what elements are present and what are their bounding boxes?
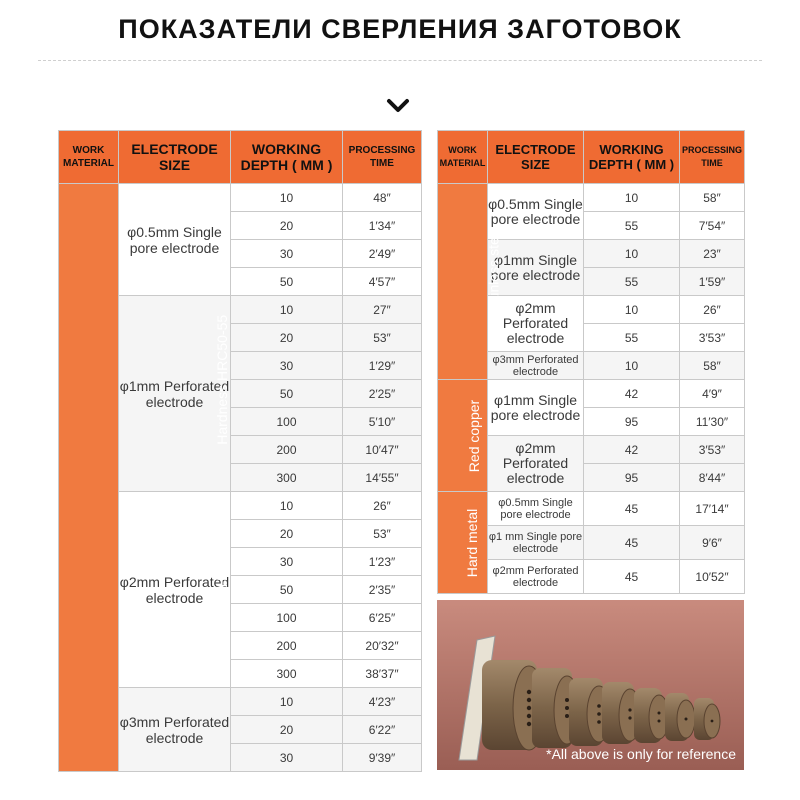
- time-cell: 2′35″: [343, 576, 422, 604]
- time-cell: 20′32″: [343, 632, 422, 660]
- time-cell: 53″: [343, 324, 422, 352]
- electrode-cell: φ1mm Single pore electrode: [488, 380, 584, 436]
- depth-cell: 55: [584, 324, 680, 352]
- depth-cell: 20: [231, 212, 343, 240]
- header-working-depth: WORKING DEPTH ( MM ): [584, 131, 680, 184]
- material-label: 304stainless steel: [485, 225, 502, 338]
- material-cell: [438, 380, 488, 492]
- title-divider: [38, 60, 762, 61]
- depth-cell: 300: [231, 464, 343, 492]
- time-cell: 38′37″: [343, 660, 422, 688]
- page-title: ПОКАЗАТЕЛИ СВЕРЛЕНИЯ ЗАГОТОВОК: [118, 14, 682, 44]
- time-cell: 3′53″: [680, 436, 745, 464]
- depth-cell: 50: [231, 268, 343, 296]
- material-cell: [438, 492, 488, 594]
- material-name: 42CrMo Hardened steel: [214, 492, 231, 641]
- depth-cell: 20: [231, 324, 343, 352]
- table-row: [59, 184, 422, 212]
- time-cell: 9′6″: [680, 526, 745, 560]
- table-row: [438, 492, 745, 526]
- time-cell: 27″: [343, 296, 422, 324]
- time-cell: 48″: [343, 184, 422, 212]
- material-label: Hard metal: [464, 508, 481, 577]
- time-cell: 14′55″: [343, 464, 422, 492]
- depth-cell: 30: [231, 352, 343, 380]
- table-row: [438, 184, 745, 212]
- depth-cell: 10: [231, 296, 343, 324]
- electrode-cell: φ2mm Perforated electrode: [119, 492, 231, 688]
- material-cell: [438, 184, 502, 380]
- depth-cell: 50: [231, 576, 343, 604]
- electrode-cell: φ2mm Perforated electrode: [488, 436, 584, 492]
- electrode-cell: φ0.5mm Single pore electrode: [488, 492, 584, 526]
- depth-cell: 10: [584, 352, 680, 380]
- drilling-table-left: [58, 130, 422, 772]
- depth-cell: 55: [584, 268, 680, 296]
- chevron-down-icon: [386, 96, 410, 116]
- depth-cell: 95: [584, 464, 680, 492]
- time-cell: 10′47″: [343, 436, 422, 464]
- time-cell: 2′49″: [343, 240, 422, 268]
- time-cell: 1′29″: [343, 352, 422, 380]
- time-cell: 58″: [680, 184, 745, 212]
- depth-cell: 30: [231, 744, 343, 772]
- electrode-cell: φ0.5mm Single pore electrode: [119, 184, 231, 296]
- header-work-material: WORK MATERIAL: [59, 131, 119, 184]
- time-cell: 2′25″: [343, 380, 422, 408]
- electrode-cell: φ1mm Single pore electrode: [488, 240, 584, 296]
- depth-cell: 30: [231, 240, 343, 268]
- time-cell: 53″: [343, 520, 422, 548]
- drilling-table-right: [437, 130, 745, 594]
- material-hardness: Hardness HRC50-55: [214, 314, 231, 445]
- time-cell: 1′59″: [680, 268, 745, 296]
- time-cell: 26″: [343, 492, 422, 520]
- depth-cell: 45: [584, 492, 680, 526]
- time-cell: 9′39″: [343, 744, 422, 772]
- time-cell: 1′23″: [343, 548, 422, 576]
- depth-cell: 100: [231, 408, 343, 436]
- electrode-cell: φ0.5mm Single pore electrode: [488, 184, 584, 240]
- electrode-cell: φ2mm Perforated electrode: [488, 296, 584, 352]
- time-cell: 5′10″: [343, 408, 422, 436]
- header-work-material: WORK MATERIAL: [438, 131, 488, 184]
- depth-cell: 42: [584, 436, 680, 464]
- table-row: [438, 380, 745, 408]
- depth-cell: 55: [584, 212, 680, 240]
- time-cell: 3′53″: [680, 324, 745, 352]
- electrode-cell: φ2mm Perforated electrode: [488, 560, 584, 594]
- header-processing-time: PROCESSING TIME: [680, 131, 745, 184]
- time-cell: 58″: [680, 352, 745, 380]
- time-cell: 4′9″: [680, 380, 745, 408]
- depth-cell: 10: [231, 492, 343, 520]
- depth-cell: 20: [231, 716, 343, 744]
- depth-cell: 95: [584, 408, 680, 436]
- table-header-row: [438, 131, 745, 184]
- time-cell: 11′30″: [680, 408, 745, 436]
- time-cell: 6′25″: [343, 604, 422, 632]
- header-working-depth: WORKING DEPTH ( MM ): [231, 131, 343, 184]
- header-processing-time: PROCESSING TIME: [343, 131, 422, 184]
- electrode-cell: φ1mm Perforated electrode: [119, 296, 231, 492]
- header-electrode-size: ELECTRODE SIZE: [488, 131, 584, 184]
- depth-cell: 10: [584, 184, 680, 212]
- time-cell: 4′23″: [343, 688, 422, 716]
- depth-cell: 30: [231, 548, 343, 576]
- workpiece-photo: [437, 600, 744, 770]
- header-electrode-size: ELECTRODE SIZE: [119, 131, 231, 184]
- depth-cell: 20: [231, 520, 343, 548]
- table-header-row: [59, 131, 422, 184]
- depth-cell: 10: [231, 688, 343, 716]
- time-cell: 1′34″: [343, 212, 422, 240]
- reference-note: *All above is only for reference: [546, 746, 736, 762]
- depth-cell: 100: [231, 604, 343, 632]
- time-cell: 26″: [680, 296, 745, 324]
- time-cell: 10′52″: [680, 560, 745, 594]
- depth-cell: 200: [231, 632, 343, 660]
- electrode-cell: φ3mm Perforated electrode: [119, 688, 231, 772]
- depth-cell: 10: [231, 184, 343, 212]
- depth-cell: 10: [584, 296, 680, 324]
- time-cell: 7′54″: [680, 212, 745, 240]
- depth-cell: 50: [231, 380, 343, 408]
- depth-cell: 300: [231, 660, 343, 688]
- depth-cell: 10: [584, 240, 680, 268]
- workpiece-photo-illustration: [437, 600, 744, 770]
- time-cell: 17′14″: [680, 492, 745, 526]
- depth-cell: 45: [584, 560, 680, 594]
- depth-cell: 200: [231, 436, 343, 464]
- electrode-cell: φ3mm Perforated electrode: [488, 352, 584, 380]
- material-label: Red copper: [466, 399, 483, 472]
- time-cell: 6′22″: [343, 716, 422, 744]
- depth-cell: 42: [584, 380, 680, 408]
- time-cell: 23″: [680, 240, 745, 268]
- time-cell: 8′44″: [680, 464, 745, 492]
- material-label: [214, 314, 230, 640]
- depth-cell: 45: [584, 526, 680, 560]
- electrode-cell: φ1 mm Single pore electrode: [488, 526, 584, 560]
- time-cell: 4′57″: [343, 268, 422, 296]
